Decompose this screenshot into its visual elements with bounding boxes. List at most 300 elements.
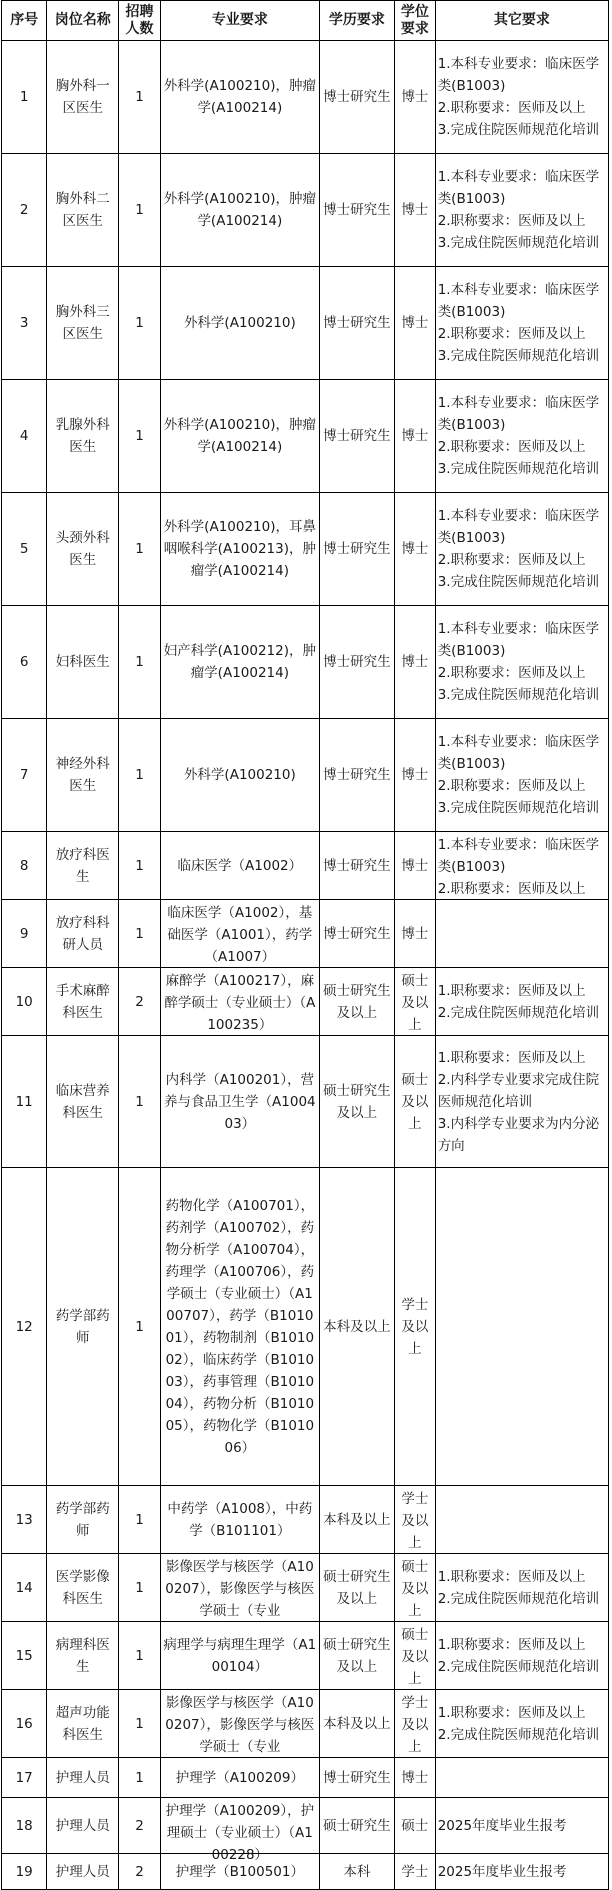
cell-degree-text: 博士 (401, 1769, 429, 1786)
cell-position-text: 护理人员 (55, 1769, 110, 1786)
table-row (2, 1758, 609, 1798)
cell-count-text: 2 (135, 1863, 144, 1880)
cell-major-text: 外科学(A100210)，耳鼻咽喉科学(A100213)，肿瘤学(A100214) (163, 519, 316, 579)
cell-seq-text: 15 (15, 1647, 33, 1664)
cell-education-text: 博士研究生 (323, 202, 391, 218)
other-requirement-line: 2.职称要求：医师及以上 (437, 552, 586, 568)
cell-count-text: 1 (135, 1511, 144, 1528)
cell-seq-text: 1 (19, 89, 29, 105)
cell-degree-text: 博士 (401, 857, 429, 874)
cell-major-text: 病理学与病理生理学（A100104） (163, 1636, 317, 1675)
cell-position (47, 1690, 119, 1758)
cell-education (319, 719, 394, 832)
cell-seq (2, 380, 47, 493)
cell-other (435, 900, 608, 968)
cell-seq (2, 154, 47, 267)
cell-count (119, 1554, 161, 1622)
cell-other (435, 1486, 608, 1554)
cell-major-text: 外科学(A100210)，肿瘤学(A100214) (163, 191, 316, 229)
cell-position (47, 1036, 119, 1168)
cell-degree (395, 1690, 436, 1758)
cell-count-text: 1 (135, 1715, 144, 1732)
other-requirement-line: 2025年度毕业生报考 (437, 1863, 567, 1880)
cell-education-text: 博士研究生 (323, 89, 391, 105)
other-requirement-line: 1.职称要求：医师及以上 (437, 1568, 586, 1585)
cell-major-text: 外科学(A100210) (183, 767, 296, 783)
cell-count (119, 41, 161, 154)
table-body (2, 41, 609, 1890)
cell-count-text: 1 (135, 1318, 144, 1335)
cell-other (435, 267, 608, 380)
cell-degree-text: 博士 (401, 925, 429, 942)
cell-degree (395, 1486, 436, 1554)
cell-position (47, 719, 119, 832)
table-row (2, 1036, 609, 1168)
cell-seq-text: 11 (15, 1093, 33, 1110)
cell-major (160, 1036, 319, 1168)
cell-seq (2, 267, 47, 380)
cell-seq-text: 3 (19, 315, 29, 331)
cell-position (47, 1622, 119, 1690)
other-requirement-line: 2.完成住院医师规范化培训 (437, 1004, 600, 1021)
cell-major (160, 1758, 319, 1798)
cell-seq-text: 4 (19, 428, 29, 444)
cell-position (47, 1554, 119, 1622)
cell-seq (2, 832, 47, 900)
cell-education (319, 1036, 394, 1168)
cell-position-text: 病理科医生 (55, 1636, 110, 1675)
cell-degree-text: 学士 (401, 1863, 429, 1880)
cell-position-text: 神经外科医生 (55, 756, 110, 794)
cell-degree (395, 606, 436, 719)
cell-degree (395, 719, 436, 832)
cell-position-text: 头颈外科医生 (55, 530, 110, 568)
cell-count-text: 1 (135, 1769, 144, 1786)
cell-seq-text: 9 (19, 925, 29, 942)
cell-degree-text: 硕士 (401, 1817, 429, 1834)
other-requirement-line: 1.本科专业要求：临床医学类(B1003) (437, 836, 600, 875)
cell-position (47, 154, 119, 267)
other-requirement-line: 2.完成住院医师规范化培训 (437, 1590, 600, 1607)
cell-degree (395, 493, 436, 606)
table-row (2, 1854, 609, 1890)
cell-major-text: 药物化学（A100701），药剂学（A100702），药物分析学（A100704），药理学（A100706），药学硕士（专业硕士）（A100707），药学（B101001），药物制剂（B101002），临床药学（B101003），药事管理（B101004），药物分析（B101005），药物化学（B101006） (165, 1197, 315, 1456)
cell-major (160, 968, 319, 1036)
cell-major-text: 麻醉学（A100217），麻醉学硕士（专业硕士）（A100235） (164, 972, 316, 1033)
cell-position-text: 胸外科一区医生 (55, 78, 110, 116)
cell-count (119, 968, 161, 1036)
cell-position (47, 968, 119, 1036)
cell-education (319, 1758, 394, 1798)
other-requirement-line: 1.本科专业要求：临床医学类(B1003) (437, 734, 600, 772)
other-requirement-line: 3.完成住院医师规范化培训 (437, 574, 600, 590)
cell-position-text: 放疗科医生 (55, 846, 110, 885)
header-education: 学历要求 (319, 1, 394, 41)
cell-major (160, 154, 319, 267)
cell-education-text: 硕士研究生及以上 (323, 1082, 391, 1121)
cell-position (47, 1798, 119, 1854)
other-requirement-line: 2.职称要求：医师及以上 (437, 665, 586, 681)
cell-other (435, 1758, 608, 1798)
cell-other (435, 968, 608, 1036)
cell-position-text: 医学影像科医生 (55, 1568, 110, 1607)
cell-degree (395, 154, 436, 267)
cell-education-text: 博士研究生 (323, 654, 391, 670)
cell-major-text: 外科学(A100210) (183, 315, 296, 331)
cell-degree (395, 1168, 436, 1486)
table-row (2, 267, 609, 380)
cell-degree (395, 832, 436, 900)
cell-major-text: 护理学（B100501） (175, 1863, 304, 1880)
cell-seq (2, 41, 47, 154)
cell-degree (395, 1854, 436, 1890)
cell-degree (395, 968, 436, 1036)
cell-major (160, 1168, 319, 1486)
other-requirement-line: 1.本科专业要求：临床医学类(B1003) (437, 508, 600, 546)
header-count: 招聘人数 (119, 1, 161, 41)
cell-other (435, 606, 608, 719)
cell-seq (2, 493, 47, 606)
cell-seq-text: 7 (19, 767, 29, 783)
other-requirement-line: 1.本科专业要求：临床医学类(B1003) (437, 282, 600, 320)
table-row (2, 1486, 609, 1554)
cell-position-text: 临床营养科医生 (55, 1082, 110, 1121)
cell-education-text: 博士研究生 (323, 541, 391, 557)
cell-count (119, 832, 161, 900)
cell-degree-text: 硕士及以上 (401, 1558, 429, 1619)
cell-other (435, 154, 608, 267)
header-position: 岗位名称 (47, 1, 119, 41)
cell-degree-text: 博士 (401, 202, 429, 218)
header-seq: 序号 (2, 1, 47, 41)
cell-position (47, 832, 119, 900)
cell-position (47, 1758, 119, 1798)
cell-education-text: 本科及以上 (323, 1318, 391, 1335)
cell-position-text: 妇科医生 (55, 654, 110, 670)
cell-education-text: 硕士研究生及以上 (323, 1568, 391, 1607)
cell-count-text: 1 (135, 428, 144, 444)
cell-education (319, 1622, 394, 1690)
other-requirement-line: 3.完成住院医师规范化培训 (437, 348, 600, 364)
cell-degree (395, 267, 436, 380)
cell-degree-text: 硕士及以上 (401, 1626, 429, 1687)
cell-other (435, 1554, 608, 1622)
cell-seq (2, 1798, 47, 1854)
cell-major (160, 1690, 319, 1758)
cell-education (319, 1690, 394, 1758)
cell-seq-text: 17 (15, 1769, 33, 1786)
cell-position (47, 493, 119, 606)
header-degree: 学位要求 (395, 1, 436, 41)
table-row (2, 832, 609, 900)
cell-position-text: 药学部药师 (55, 1500, 110, 1539)
cell-count-text: 1 (135, 1579, 144, 1596)
cell-degree-text: 博士 (401, 428, 429, 444)
cell-education (319, 1486, 394, 1554)
table-row (2, 1690, 609, 1758)
cell-seq (2, 1622, 47, 1690)
cell-count (119, 154, 161, 267)
cell-major (160, 1798, 319, 1863)
cell-other (435, 1798, 608, 1854)
cell-seq-text: 12 (15, 1318, 33, 1335)
cell-count (119, 1798, 161, 1854)
cell-count-text: 1 (135, 857, 144, 874)
other-requirement-line: 3.完成住院医师规范化培训 (437, 687, 600, 703)
table-row (2, 719, 609, 832)
other-requirement-line: 3.完成住院医师规范化培训 (437, 800, 600, 816)
cell-seq-text: 13 (15, 1511, 33, 1528)
cell-education (319, 154, 394, 267)
cell-education-text: 博士研究生 (323, 428, 391, 444)
cell-other (435, 719, 608, 832)
other-requirement-line: 1.本科专业要求：临床医学类(B1003) (437, 169, 600, 207)
other-requirement-line: 2.职称要求：医师及以上 (437, 100, 586, 116)
cell-degree-text: 学士及以上 (401, 1296, 429, 1357)
cell-education (319, 832, 394, 900)
table-row (2, 41, 609, 154)
other-requirement-line: 3.完成住院医师规范化培训 (437, 235, 600, 251)
cell-count-text: 1 (135, 925, 144, 942)
cell-position-text: 药学部药师 (55, 1307, 110, 1346)
cell-major (160, 719, 319, 832)
cell-major (160, 832, 319, 900)
cell-education (319, 380, 394, 493)
cell-seq (2, 1758, 47, 1798)
other-requirement-line: 2.职称要求：医师及以上 (437, 326, 586, 342)
cell-position (47, 900, 119, 968)
other-requirement-line: 1.本科专业要求：临床医学类(B1003) (437, 395, 600, 433)
cell-major (160, 267, 319, 380)
cell-education (319, 968, 394, 1036)
other-requirement-line: 3.完成住院医师规范化培训 (437, 122, 600, 138)
cell-other (435, 1854, 608, 1890)
cell-education-text: 硕士研究生 (323, 1817, 391, 1834)
cell-education-text: 本科 (343, 1863, 371, 1880)
cell-seq (2, 968, 47, 1036)
cell-major-text: 临床医学（A1002），基础医学（A1001），药学（A1007） (167, 904, 313, 965)
cell-position (47, 1854, 119, 1890)
cell-degree (395, 1798, 436, 1854)
cell-position-text: 乳腺外科医生 (55, 417, 110, 455)
cell-major (160, 1622, 319, 1690)
cell-seq-text: 18 (15, 1817, 33, 1834)
other-requirement-line: 2.完成住院医师规范化培训 (437, 1726, 600, 1743)
cell-major (160, 41, 319, 154)
table-row (2, 968, 609, 1036)
header-row (2, 1, 609, 41)
cell-position-text: 护理人员 (55, 1863, 110, 1880)
cell-education-text: 博士研究生 (323, 925, 391, 942)
cell-degree-text: 博士 (401, 541, 429, 557)
other-requirement-line: 2.职称要求：医师及以上 (437, 213, 586, 229)
cell-position-text: 放疗科科研人员 (55, 914, 110, 953)
cell-education-text: 博士研究生 (323, 315, 391, 331)
cell-count (119, 606, 161, 719)
cell-education (319, 1854, 394, 1890)
cell-education-text: 硕士研究生及以上 (323, 982, 391, 1021)
cell-degree (395, 1554, 436, 1622)
cell-seq (2, 1036, 47, 1168)
cell-degree-text: 博士 (401, 89, 429, 105)
cell-seq-text: 5 (19, 541, 29, 557)
cell-degree (395, 1622, 436, 1690)
cell-position-text: 胸外科二区医生 (55, 191, 110, 229)
cell-major (160, 380, 319, 493)
cell-count-text: 1 (135, 1647, 144, 1664)
table-row (2, 380, 609, 493)
cell-seq-text: 2 (19, 202, 29, 218)
other-requirement-line: 1.职称要求：医师及以上 (437, 1704, 586, 1721)
other-requirement-line: 1.本科专业要求：临床医学类(B1003) (437, 56, 600, 94)
other-requirement-line: 3.完成住院医师规范化培训 (437, 461, 600, 477)
table-row (2, 154, 609, 267)
cell-seq (2, 1486, 47, 1554)
table-row (2, 606, 609, 719)
cell-degree-text: 硕士及以上 (401, 972, 429, 1033)
cell-count-text: 1 (135, 315, 144, 331)
cell-position-text: 手术麻醉科医生 (55, 982, 110, 1021)
recruitment-table (1, 0, 609, 1890)
cell-other (435, 832, 608, 900)
header-other: 其它要求 (435, 1, 608, 41)
table-row (2, 1798, 609, 1854)
table-row (2, 1622, 609, 1690)
cell-count-text: 1 (135, 541, 144, 557)
cell-major-text: 影像医学与核医学（A100207），影像医学与核医学硕士（专业 (165, 1694, 315, 1755)
table-row (2, 1554, 609, 1622)
cell-education-text: 博士研究生 (323, 857, 391, 874)
cell-education (319, 606, 394, 719)
cell-position (47, 1168, 119, 1486)
cell-other (435, 1622, 608, 1690)
cell-education-text: 本科及以上 (323, 1511, 391, 1528)
cell-count (119, 1168, 161, 1486)
cell-degree-text: 学士及以上 (401, 1490, 429, 1551)
header-major: 专业要求 (160, 1, 319, 41)
cell-count (119, 719, 161, 832)
cell-education (319, 493, 394, 606)
cell-seq-text: 10 (15, 993, 33, 1010)
cell-seq (2, 1690, 47, 1758)
cell-count-text: 2 (135, 993, 144, 1010)
cell-other (435, 41, 608, 154)
cell-education (319, 1554, 394, 1622)
cell-count (119, 1854, 161, 1890)
cell-degree-text: 博士 (401, 767, 429, 783)
other-requirement-line: 2025年度毕业生报考 (437, 1817, 567, 1834)
cell-degree (395, 41, 436, 154)
cell-degree (395, 1036, 436, 1168)
cell-seq-text: 19 (15, 1863, 33, 1880)
cell-seq (2, 1854, 47, 1890)
other-requirement-line: 2.内科学专业要求完成住院医师规范化培训 (437, 1071, 600, 1110)
cell-count-text: 1 (135, 767, 144, 783)
cell-education-text: 本科及以上 (323, 1715, 391, 1732)
cell-seq (2, 719, 47, 832)
cell-count-text: 1 (135, 89, 144, 105)
cell-degree (395, 1758, 436, 1798)
cell-position-text: 胸外科三区医生 (55, 304, 110, 342)
other-requirement-line: 1.本科专业要求：临床医学类(B1003) (437, 621, 600, 659)
cell-seq-text: 16 (15, 1715, 33, 1732)
cell-position (47, 380, 119, 493)
cell-count (119, 493, 161, 606)
cell-major-text: 外科学(A100210)，肿瘤学(A100214) (163, 78, 316, 116)
cell-seq-text: 8 (19, 857, 29, 874)
cell-degree-text: 硕士及以上 (401, 1071, 429, 1132)
cell-major (160, 606, 319, 719)
other-requirement-line: 1.职称要求：医师及以上 (437, 1049, 586, 1066)
cell-education (319, 267, 394, 380)
cell-position (47, 606, 119, 719)
cell-position (47, 267, 119, 380)
cell-other (435, 1036, 608, 1168)
cell-other (435, 493, 608, 606)
cell-count (119, 1622, 161, 1690)
cell-count-text: 1 (135, 1093, 144, 1110)
cell-other (435, 1168, 608, 1486)
cell-position (47, 41, 119, 154)
cell-position (47, 1486, 119, 1554)
other-requirement-line: 3.内科学专业要求为内分泌方向 (437, 1115, 600, 1154)
cell-count-text: 1 (135, 202, 144, 218)
cell-major-text: 中药学（A1008），中药学（B101101） (167, 1500, 313, 1539)
cell-count (119, 267, 161, 380)
cell-degree (395, 900, 436, 968)
cell-education (319, 1798, 394, 1854)
cell-degree-text: 博士 (401, 654, 429, 670)
cell-education (319, 900, 394, 968)
cell-seq-text: 14 (15, 1579, 33, 1596)
cell-count (119, 1690, 161, 1758)
cell-education (319, 1168, 394, 1486)
other-requirement-line: 1.职称要求：医师及以上 (437, 982, 586, 999)
cell-major (160, 1554, 319, 1622)
cell-major-text: 外科学(A100210)，肿瘤学(A100214) (163, 417, 316, 455)
cell-position-text: 超声功能科医生 (55, 1704, 110, 1743)
cell-count (119, 1036, 161, 1168)
cell-major-text: 临床医学（A1002） (177, 857, 303, 874)
cell-major-text: 妇产科学(A100212)，肿瘤学(A100214) (163, 643, 316, 681)
cell-count (119, 1758, 161, 1798)
cell-count-text: 2 (135, 1817, 144, 1834)
cell-major (160, 1486, 319, 1554)
cell-count-text: 1 (135, 654, 144, 670)
other-requirement-line: 2.职称要求：医师及以上 (437, 880, 586, 897)
cell-education-text: 硕士研究生及以上 (323, 1636, 391, 1675)
cell-major-text: 内科学（A100201），营养与食品卫生学（A100403） (164, 1071, 316, 1132)
cell-degree (395, 380, 436, 493)
cell-major (160, 493, 319, 606)
cell-count (119, 380, 161, 493)
cell-major-text: 影像医学与核医学（A100207），影像医学与核医学硕士（专业 (165, 1558, 315, 1619)
cell-major-text: 护理学（A100209），护理硕士（专业硕士）（A100228） (165, 1802, 315, 1863)
cell-seq (2, 1168, 47, 1486)
table-row (2, 493, 609, 606)
cell-seq (2, 900, 47, 968)
cell-count (119, 1486, 161, 1554)
cell-major-text: 护理学（A100209） (175, 1769, 304, 1786)
cell-seq (2, 1554, 47, 1622)
cell-degree-text: 学士及以上 (401, 1694, 429, 1755)
table-row (2, 900, 609, 968)
cell-other (435, 1690, 608, 1758)
other-requirement-line: 1.职称要求：医师及以上 (437, 1636, 586, 1653)
cell-education (319, 41, 394, 154)
cell-education-text: 博士研究生 (323, 1769, 391, 1786)
other-requirement-line: 2.职称要求：医师及以上 (437, 439, 586, 455)
